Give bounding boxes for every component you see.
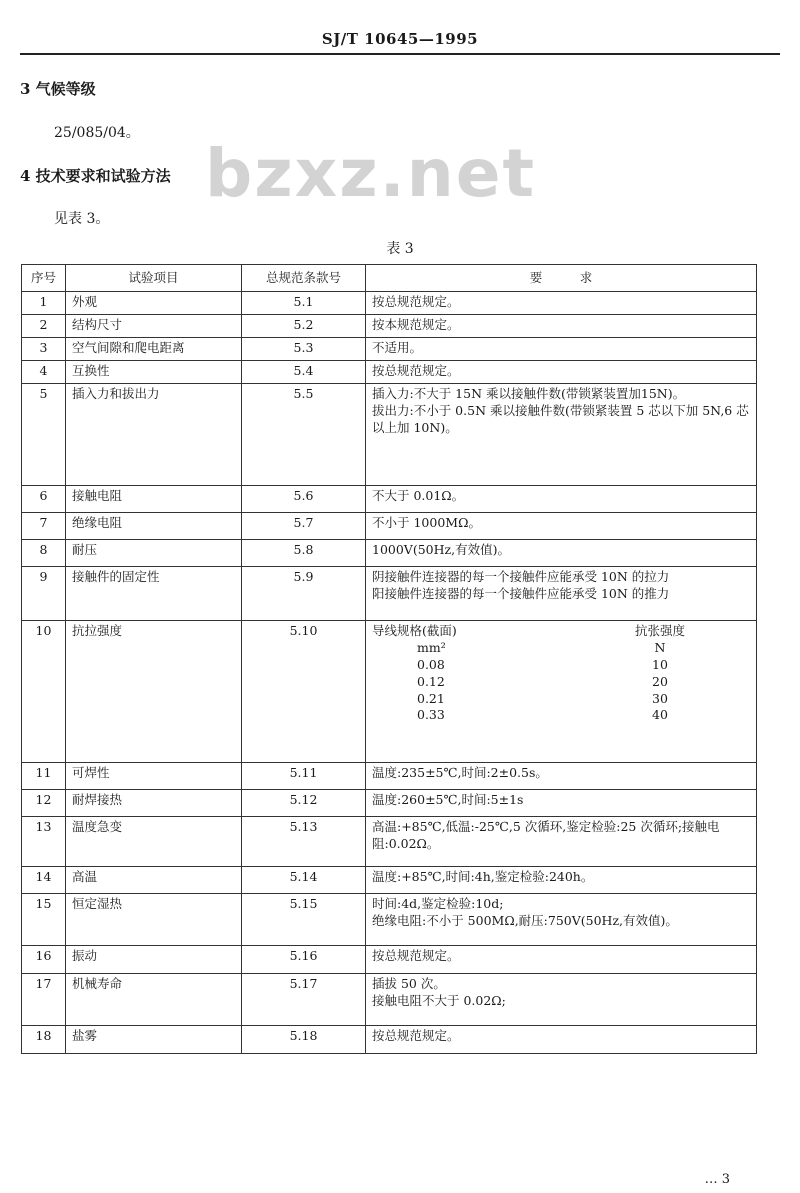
table-row [22, 894, 757, 946]
spec-table [21, 264, 757, 1054]
clause-number: 5.3 [242, 338, 366, 361]
clause-number: 5.11 [242, 763, 366, 790]
clause-number: 5.1 [242, 292, 366, 315]
wire-size: mm² [417, 639, 446, 655]
test-item: 恒定湿热 [66, 894, 242, 946]
requirement [366, 1026, 757, 1054]
table-row [22, 790, 757, 817]
table-caption: 表 3 [386, 241, 414, 257]
tensile-strength-subtable [372, 623, 750, 724]
row-number: 3 [22, 338, 66, 361]
table-row [22, 361, 757, 384]
test-item: 温度急变 [66, 817, 242, 867]
requirement [366, 817, 757, 867]
test-item: 盐雾 [66, 1026, 242, 1054]
clause-number: 5.8 [242, 540, 366, 567]
requirement [366, 621, 757, 763]
row-number: 5 [22, 384, 66, 486]
test-item: 接触电阻 [66, 486, 242, 513]
row-number: 4 [22, 361, 66, 384]
row-number: 17 [22, 974, 66, 1026]
table-row [22, 338, 757, 361]
clause-number: 5.6 [242, 486, 366, 513]
requirement [366, 763, 757, 790]
requirement-text: 不适用。 [372, 340, 423, 355]
requirement [366, 361, 757, 384]
test-item: 振动 [66, 946, 242, 974]
table-row [22, 763, 757, 790]
table-row [22, 621, 757, 763]
row-number: 14 [22, 867, 66, 894]
standard-number: SJ/T 10645—1995 [321, 30, 479, 48]
requirement [366, 567, 757, 621]
requirement-text: 插入力:不大于 15N 乘以接触件数(带锁紧装置加15N)。 [372, 386, 686, 401]
test-item: 绝缘电阻 [66, 513, 242, 540]
row-number: 7 [22, 513, 66, 540]
test-item: 耐焊接热 [66, 790, 242, 817]
wire-size: 0.21 [417, 690, 445, 706]
test-item: 互换性 [66, 361, 242, 384]
clause-number: 5.7 [242, 513, 366, 540]
subtable-row [372, 707, 750, 724]
row-number: 15 [22, 894, 66, 946]
requirement [366, 486, 757, 513]
row-number: 18 [22, 1026, 66, 1054]
table-row [22, 1026, 757, 1054]
test-item: 耐压 [66, 540, 242, 567]
test-item: 抗拉强度 [66, 621, 242, 763]
requirement-text: 温度:260±5℃,时间:5±1s [372, 792, 524, 807]
test-item: 插入力和拔出力 [66, 384, 242, 486]
requirement-text: 温度:235±5℃,时间:2±0.5s。 [372, 765, 548, 780]
table-row [22, 567, 757, 621]
tensile-value: 40 [652, 707, 668, 723]
table-row [22, 384, 757, 486]
wire-size: 0.08 [417, 656, 445, 672]
wire-size: 导线规格(截面) [372, 623, 457, 638]
clause-number: 5.16 [242, 946, 366, 974]
requirement-text: 1000V(50Hz,有效值)。 [372, 542, 510, 557]
row-number: 2 [22, 315, 66, 338]
table-header-row [22, 265, 757, 292]
table-row [22, 513, 757, 540]
header-item: 试验项目 [66, 265, 242, 292]
row-number: 13 [22, 817, 66, 867]
row-number: 12 [22, 790, 66, 817]
clause-number: 5.4 [242, 361, 366, 384]
section-3-text: 25/085/04。 [54, 125, 140, 141]
table-row [22, 817, 757, 867]
row-number: 9 [22, 567, 66, 621]
clause-number: 5.15 [242, 894, 366, 946]
clause-number: 5.17 [242, 974, 366, 1026]
clause-number: 5.5 [242, 384, 366, 486]
requirement-text: 温度:+85℃,时间:4h,鉴定检验:240h。 [372, 869, 594, 884]
table-row [22, 486, 757, 513]
table-row [22, 974, 757, 1026]
section-4-heading: 4 技术要求和试验方法 [20, 167, 171, 185]
requirement [366, 974, 757, 1026]
table-row [22, 315, 757, 338]
requirement-text: 不小于 1000MΩ。 [372, 515, 481, 530]
watermark: bzxz.net [205, 135, 537, 212]
test-item: 可焊性 [66, 763, 242, 790]
clause-number: 5.2 [242, 315, 366, 338]
test-item: 结构尺寸 [66, 315, 242, 338]
requirement-text: 按总规范规定。 [372, 1028, 460, 1043]
requirement [366, 315, 757, 338]
requirement [366, 894, 757, 946]
row-number: 16 [22, 946, 66, 974]
row-number: 11 [22, 763, 66, 790]
requirement-text: 按总规范规定。 [372, 948, 460, 963]
clause-number: 5.14 [242, 867, 366, 894]
clause-number: 5.18 [242, 1026, 366, 1054]
table-row [22, 540, 757, 567]
tensile-value: 30 [652, 690, 668, 706]
clause-number: 5.10 [242, 621, 366, 763]
header-requirement: 要 求 [366, 265, 757, 292]
requirement-text: 阴接触件连接器的每一个接触件应能承受 10N 的拉力 [372, 569, 670, 584]
requirement-text: 按总规范规定。 [372, 294, 460, 309]
requirement [366, 946, 757, 974]
tensile-value: 抗张强度 [634, 623, 685, 638]
requirement [366, 790, 757, 817]
header-no: 序号 [22, 265, 66, 292]
tensile-value: N [654, 639, 666, 655]
requirement [366, 867, 757, 894]
section-3-heading: 3 气候等级 [20, 80, 96, 98]
row-number: 6 [22, 486, 66, 513]
requirement [366, 384, 757, 486]
requirement-text-2: 阳接触件连接器的每一个接触件应能承受 10N 的推力 [372, 585, 670, 601]
row-number: 1 [22, 292, 66, 315]
requirement-text-2: 拔出力:不小于 0.5N 乘以接触件数(带锁紧装置 5 芯以下加 5N,6 芯以上加 10N)。 [372, 402, 749, 435]
clause-number: 5.12 [242, 790, 366, 817]
test-item: 接触件的固定性 [66, 567, 242, 621]
requirement-text-2: 绝缘电阻:不小于 500MΩ,耐压:750V(50Hz,有效值)。 [372, 912, 678, 928]
requirement-text: 时间:4d,鉴定检验:10d; [372, 896, 504, 911]
requirement [366, 513, 757, 540]
clause-number: 5.9 [242, 567, 366, 621]
requirement-text: 不大于 0.01Ω。 [372, 488, 465, 503]
page-number: … 3 [704, 1172, 730, 1187]
clause-number: 5.13 [242, 817, 366, 867]
tensile-value: 20 [652, 673, 668, 689]
row-number: 10 [22, 621, 66, 763]
wire-size: 0.12 [417, 673, 445, 689]
header-rule [20, 53, 780, 55]
subtable-units [372, 640, 750, 657]
header-clause: 总规范条款号 [242, 265, 366, 292]
subtable-row [372, 674, 750, 691]
row-number: 8 [22, 540, 66, 567]
test-item: 空气间隙和爬电距离 [66, 338, 242, 361]
test-item: 外观 [66, 292, 242, 315]
test-item: 机械寿命 [66, 974, 242, 1026]
test-item: 高温 [66, 867, 242, 894]
requirement [366, 292, 757, 315]
table-row [22, 946, 757, 974]
requirement-text-2: 接触电阻不大于 0.02Ω; [372, 992, 506, 1008]
section-4-text: 见表 3。 [54, 211, 110, 227]
requirement-text: 按总规范规定。 [372, 363, 460, 378]
tensile-value: 10 [652, 656, 668, 672]
wire-size: 0.33 [417, 707, 445, 723]
subtable-row [372, 691, 750, 708]
requirement-text: 按本规范规定。 [372, 317, 460, 332]
subtable-row [372, 657, 750, 674]
requirement [366, 338, 757, 361]
requirement [366, 540, 757, 567]
subtable-header [372, 623, 750, 640]
table-row [22, 867, 757, 894]
requirement-text: 高温:+85℃,低温:-25℃,5 次循环,鉴定检验:25 次循环;接触电阻:0.02Ω。 [372, 819, 720, 851]
requirement-text: 插拔 50 次。 [372, 976, 446, 991]
table-row [22, 292, 757, 315]
